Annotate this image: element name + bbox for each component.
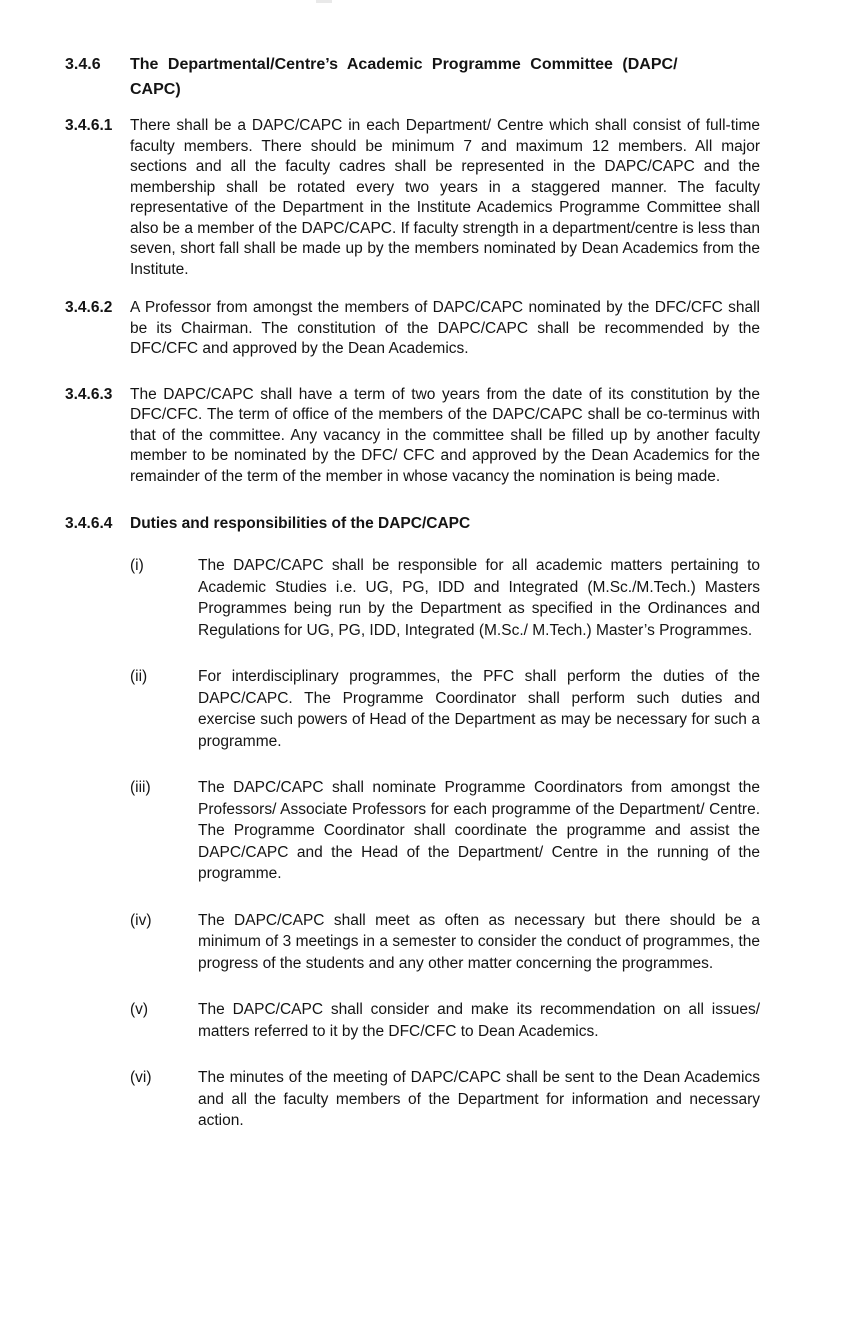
- duty-item-i: [65, 555, 760, 641]
- clause-number: 3.4.6.1: [65, 117, 113, 134]
- duty-text: For interdisciplinary programmes, the PFC shall perform the duties of the DAPC/CAPC. The Programme Coordinator shall perform such duties and exercise such powers of Head of the Department as may be necessary for such a programme.: [198, 668, 760, 750]
- clause-number: 3.4.6.3: [65, 385, 113, 403]
- section-number: 3.4.6: [65, 56, 101, 73]
- duty-text: The DAPC/CAPC shall nominate Programme Coordinators from amongst the Professors/ Associate Professors for each programme of the Department/ Centre. The Programme Coordinator shall coordinate the programme and assist the DAPC/CAPC and the Head of the Department/ Centre in the running of the programme.: [198, 779, 760, 882]
- duty-marker: (v): [130, 1001, 149, 1018]
- section-title-line1: The Departmental/Centre’s Academic Programme Committee (DAPC/: [130, 56, 678, 73]
- duty-marker: (vi): [130, 1069, 152, 1086]
- subsection-number: 3.4.6.4: [65, 515, 113, 532]
- duty-marker: (i): [130, 557, 144, 574]
- page-edge-artifact: [316, 0, 332, 3]
- duty-text: The minutes of the meeting of DAPC/CAPC shall be sent to the Dean Academics and all the faculty members of the Department for information and necessary action.: [198, 1069, 760, 1129]
- subsection-title: Duties and responsibilities of the DAPC/CAPC: [130, 515, 471, 532]
- clause-3-4-6-1: [65, 116, 760, 280]
- duty-text: The DAPC/CAPC shall consider and make its recommendation on all issues/ matters referred to it by the DFC/CFC to Dean Academics.: [198, 1001, 760, 1040]
- clause-text: The DAPC/CAPC shall have a term of two years from the date of its constitution by the DFC/CFC. The term of office of the members of the DAPC/CAPC shall be co-terminus with that of the committee. Any vacancy in the committee shall be filled up by another faculty member to be nominated by the DFC/ CFC and approved by the Dean Academics for the remainder of the term of the member in whose vacancy the nomination is being made.: [130, 385, 760, 485]
- duty-item-ii: [65, 666, 760, 752]
- duty-text: The DAPC/CAPC shall meet as often as necessary but there should be a minimum of 3 meetings in a semester to consider the conduct of programmes, the progress of the students and any other matter concerning the programmes.: [198, 911, 760, 972]
- duty-item-vi: [65, 1067, 760, 1132]
- duty-item-iii: [65, 777, 760, 885]
- duty-item-v: [65, 999, 760, 1042]
- section-heading: [65, 52, 760, 102]
- duty-item-iv: [65, 910, 760, 975]
- clause-text: There shall be a DAPC/CAPC in each Department/ Centre which shall consist of full-time faculty members. There should be minimum 7 and maximum 12 members. All major sections and all the faculty cadres shall be represented in the DAPC/CAPC and the membership shall be rotated every two years in a staggered manner. The faculty representative of the Department in the Institute Academics Programme Committee shall also be a member of the DAPC/CAPC. If faculty strength in a department/centre is less than seven, short fall shall be made up by the members nominated by Dean Academics from the Institute.: [130, 117, 760, 278]
- duty-marker: (ii): [130, 668, 148, 685]
- duty-text: The DAPC/CAPC shall be responsible for all academic matters pertaining to Academic Studies i.e. UG, PG, IDD and Integrated (M.Sc./M.Tech.) Masters Programmes being run by the Department as specified in the Ordinances and Regulations for UG, PG, IDD, Integrated (M.Sc./ M.Tech.) Master’s Programmes.: [198, 557, 760, 639]
- clause-text: A Professor from amongst the members of DAPC/CAPC nominated by the DFC/CFC shall be its Chairman. The constitution of the DAPC/CAPC shall be recommended by the DFC/CFC and approved by the Dean Academics.: [130, 299, 760, 357]
- duty-marker: (iii): [130, 779, 151, 796]
- duty-marker: (iv): [130, 911, 152, 929]
- subsection-heading: [65, 513, 760, 534]
- section-title: [130, 52, 760, 102]
- clause-3-4-6-2: [65, 298, 760, 360]
- section-title-line2: CAPC): [130, 81, 181, 98]
- clause-3-4-6-3: [65, 385, 760, 488]
- clause-number: 3.4.6.2: [65, 299, 113, 316]
